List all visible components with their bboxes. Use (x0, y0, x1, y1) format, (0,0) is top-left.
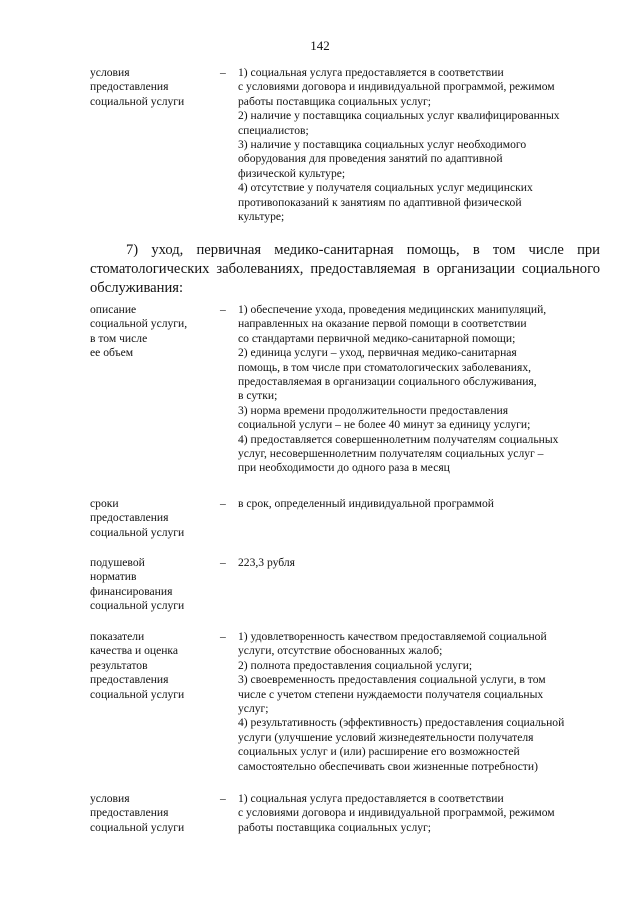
description-block (90, 303, 600, 476)
conditions-block-bottom (90, 792, 600, 835)
list-item: 3) норма времени продолжительности предоставления социальной услуги – не более 40 минут за единицу услуги; (238, 403, 531, 432)
conditions-content (238, 66, 600, 224)
funding-label: подушевой норматив финансирования социальной услуги (90, 556, 185, 613)
indicators-content (238, 630, 600, 774)
list-item: 1) социальная услуга предоставляется в соответствии с условиями договора и индивидуальной программой, режимом работы поставщика социальных услуг; (238, 66, 555, 108)
terms-block (90, 497, 600, 540)
list-item: 4) предоставляется совершеннолетним получателям социальных услуг, несовершеннолетним получателям социальных услуг – при необходимости до одного раза в месяц (238, 432, 559, 475)
list-item: 1) обеспечение ухода, проведения медицинских манипуляций, направленных на оказание первой помощи в соответствии со стандартами первичной медико-санитарной помощи; (238, 303, 547, 345)
funding-block (90, 556, 600, 614)
terms-content: в срок, определенный индивидуальной программой (238, 497, 494, 510)
list-item: 2) полнота предоставления социальной услуги; (238, 658, 473, 672)
dash: – (220, 630, 226, 643)
list-item: 4) отсутствие у получателя социальных услуг медицинских противопоказаний к занятиям по адаптивной физической культуре; (238, 181, 533, 224)
list-item: 3) наличие у поставщика социальных услуг необходимого оборудования для проведения занятий по адаптивной физической культуре; (238, 138, 527, 180)
conditions-block-top (90, 66, 600, 224)
dash: – (220, 556, 226, 569)
list-item: 3) своевременность предоставления социальной услуги, в том числе с учетом степени нуждаемости получателя социальных услуг; (238, 673, 546, 716)
list-item: 1) удовлетворенность качеством предоставляемой социальной услуги, отсутствие обоснованных жалоб; (238, 630, 547, 658)
funding-content: 223,3 рубля (238, 556, 296, 569)
dash: – (220, 792, 226, 805)
list-item: 2) наличие у поставщика социальных услуг квалифицированных специалистов; (238, 109, 560, 137)
list-item: 2) единица услуги – уход, первичная медико-санитарная помощь, в том числе при стоматологических заболеваниях, предоставляемая в организации социального обслуживания, в сутки; (238, 346, 537, 403)
indicators-label: показатели качества и оценка результатов предоставления социальной услуги (90, 630, 185, 701)
dash: – (220, 303, 226, 316)
description-content (238, 303, 600, 476)
indicators-block (90, 630, 600, 774)
description-label: описание социальной услуги, в том числе ее объем (90, 303, 188, 360)
terms-label: сроки предоставления социальной услуги (90, 497, 185, 539)
conditions-label: условия предоставления социальной услуги (90, 792, 185, 834)
dash: – (220, 66, 226, 79)
dash: – (220, 497, 226, 510)
section-heading: 7) уход, первичная медико-санитарная помощь, в том числе при стоматологических заболеваниях, предоставляемая в организации социального обслуживания: (90, 242, 600, 296)
conditions-content (238, 792, 600, 835)
conditions-label: условия предоставления социальной услуги (90, 66, 185, 108)
list-item: 1) социальная услуга предоставляется в соответствии с условиями договора и индивидуальной программой, режимом работы поставщика социальных услуг; (238, 792, 555, 834)
page-number: 142 (310, 38, 330, 53)
list-item: 4) результативность (эффективность) предоставления социальной услуги (улучшение условий жизнедеятельности получателя социальных услуг и (или) расширение его возможностей самостоятельно обеспечивать свои жизненные потребности) (238, 716, 565, 773)
